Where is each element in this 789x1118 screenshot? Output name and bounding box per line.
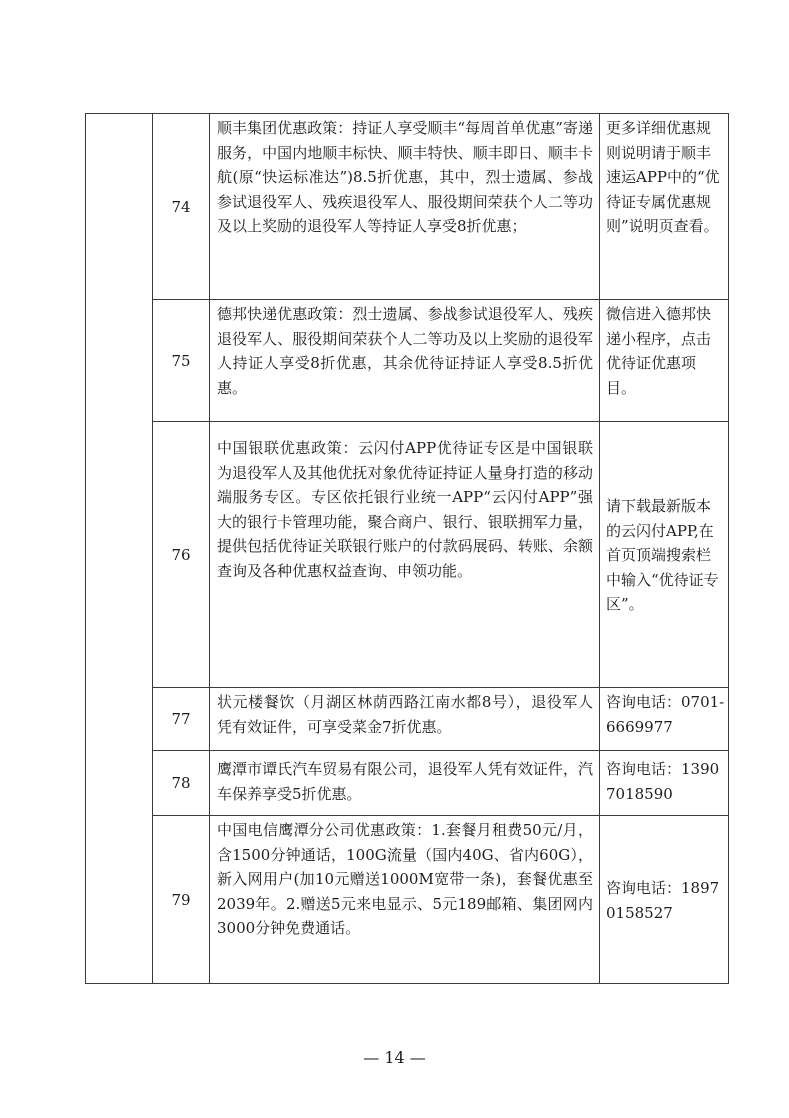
table-row bbox=[86, 688, 729, 751]
row-number: 78 bbox=[153, 751, 210, 816]
table-row bbox=[86, 816, 729, 984]
row-number: 79 bbox=[153, 816, 210, 984]
row-number: 77 bbox=[153, 688, 210, 751]
row-description: 中国电信鹰潭分公司优惠政策：1.套餐月租费50元/月，含1500分钟通话，100G流量（国内40G、省内60G），新入网用户(加10元赠送1000M宽带一条)，套餐优惠至2039年。2.赠送5元来电显示、5元189邮箱、集团网内3000分钟免费通话。 bbox=[210, 816, 600, 984]
row-note: 微信进入德邦快递小程序，点击优待证优惠项目。 bbox=[600, 300, 729, 422]
row-note: 请下载最新版本的云闪付APP,在首页顶端搜索栏中输入“优待证专区”。 bbox=[600, 422, 729, 688]
table-row bbox=[86, 422, 729, 688]
row-number: 75 bbox=[153, 300, 210, 422]
row-note: 咨询电话：0701-6669977 bbox=[600, 688, 729, 751]
page-number: — 14 — bbox=[363, 1048, 426, 1067]
row-description: 鹰潭市谭氏汽车贸易有限公司，退役军人凭有效证件，汽车保养享受5折优惠。 bbox=[210, 751, 600, 816]
row-number: 74 bbox=[153, 114, 210, 300]
benefits-table bbox=[85, 113, 729, 984]
row-note: 咨询电话：13907018590 bbox=[600, 751, 729, 816]
row-description: 顺丰集团优惠政策：持证人享受顺丰“每周首单优惠”寄递服务，中国内地顺丰标快、顺丰特快、顺丰即日、顺丰卡航(原“快运标准达”)8.5折优惠，其中，烈士遗属、参战参试退役军人、残疾退役军人、服役期间荣获个人二等功及以上奖励的退役军人等持证人享受8折优惠； bbox=[210, 114, 600, 300]
row-note: 咨询电话：18970158527 bbox=[600, 816, 729, 984]
row-number: 76 bbox=[153, 422, 210, 688]
table-row bbox=[86, 114, 729, 300]
row-note: 更多详细优惠规则说明请于顺丰速运APP中的“优待证专属优惠规则”说明页查看。 bbox=[600, 114, 729, 300]
blank-category-cell bbox=[86, 114, 153, 984]
row-description: 状元楼餐饮（月湖区林荫西路江南水都8号），退役军人凭有效证件，可享受菜金7折优惠。 bbox=[210, 688, 600, 751]
row-description: 中国银联优惠政策：云闪付APP优待证专区是中国银联为退役军人及其他优抚对象优待证持证人量身打造的移动端服务专区。专区依托银行业统一APP“云闪付APP”强大的银行卡管理功能，聚合商户、银行、银联拥军力量，提供包括优待证关联银行账户的付款码展码、转账、余额查询及各种优惠权益查询、申领功能。 bbox=[210, 422, 600, 688]
row-description: 德邦快递优惠政策：烈士遗属、参战参试退役军人、残疾退役军人、服役期间荣获个人二等功及以上奖励的退役军人持证人享受8折优惠，其余优待证持证人享受8.5折优惠。 bbox=[210, 300, 600, 422]
table-row bbox=[86, 751, 729, 816]
table-row bbox=[86, 300, 729, 422]
